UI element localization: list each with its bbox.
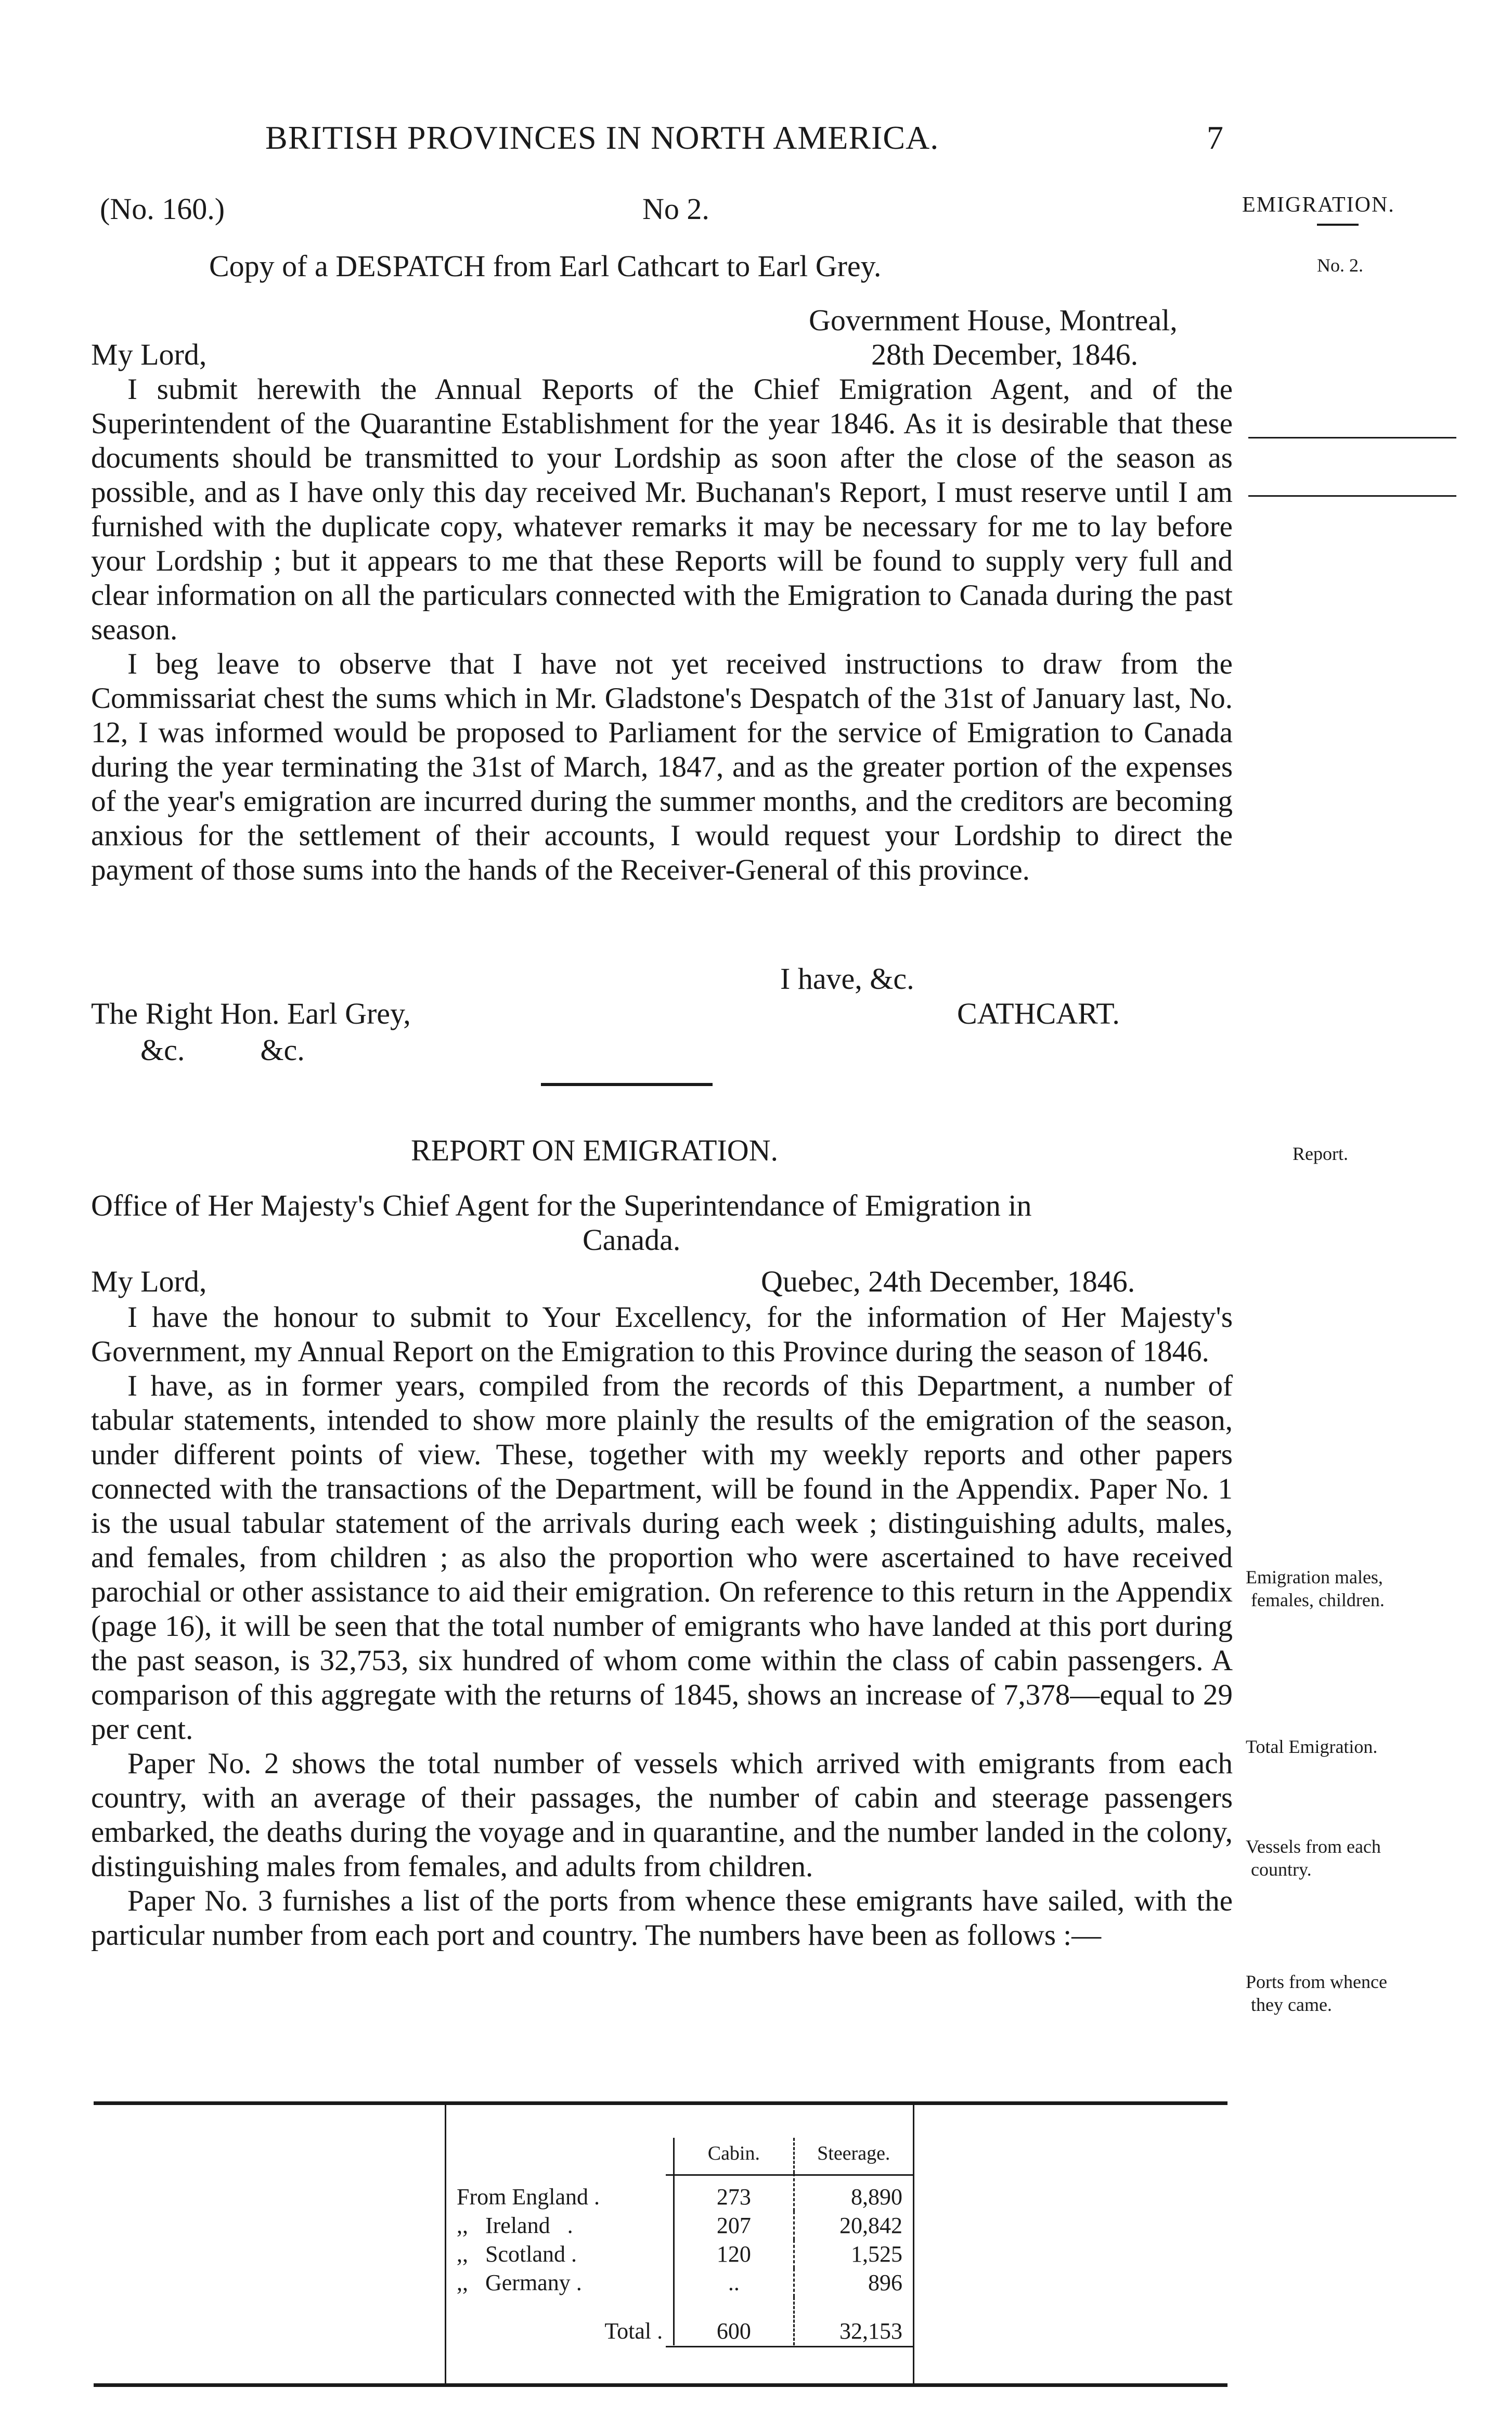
despatch-paragraph-2: I beg leave to observe that I have not yet received instructions to draw from the Commissariat chest the sums which in Mr. Gladstone's Despatch of the 31st of January last, No. 12, I was informed would be proposed to Parliament for the service of Emigration to Canada during the year terminating the 31st of March, 1847, and as the greater portion of the expenses of the year's emigration are incurred during the summer months, and the creditors are becoming anxious for the settlement of their accounts, I would request your Lordship to direct the payment of those sums into the hands of the Receiver-General of this province. [91, 648, 1233, 886]
margin-vessels-line-2: country. [1251, 1859, 1312, 1880]
table-total-label: Total . [446, 2297, 674, 2345]
report-office-line-2: Canada. [583, 1223, 681, 1257]
despatch-date: 28th December, 1846. [871, 338, 1139, 371]
table-header-row [446, 2138, 913, 2173]
table-row [446, 2211, 913, 2240]
margin-vessels [1246, 1835, 1464, 1881]
table-cell-steerage: 1,525 [851, 2241, 902, 2267]
margin-emigration: EMIGRATION. [1242, 193, 1395, 217]
table-cell-cabin: .. [674, 2268, 794, 2297]
report-title: REPORT ON EMIGRATION. [411, 1133, 778, 1167]
margin-emigration-males [1246, 1566, 1464, 1611]
table-cell-cabin: 120 [674, 2240, 794, 2268]
margin-separator-rule [1248, 437, 1456, 438]
report-office-line: Office of Her Majesty's Chief Agent for the Superintendance of Emigration in [91, 1189, 1032, 1222]
margin-ports-line-1: Ports from whence [1246, 1971, 1387, 1992]
table-header-cabin: Cabin. [674, 2138, 794, 2173]
table-total-row [446, 2297, 913, 2345]
addressee-etc: &c. &c. [140, 1033, 305, 1067]
table-total-steerage: 32,153 [839, 2318, 902, 2344]
report-paragraph-1: I have the honour to submit to Your Excellency, for the information of Her Majesty's Government, my Annual Report on the Emigration to this Province during the season of 1846. [91, 1301, 1233, 1368]
table-row [446, 2268, 913, 2297]
report-paragraph-3: Paper No. 2 shows the total number of vessels which arrived with emigrants from each country, with an average of their passages, the number of cabin and steerage passengers embarked, the deaths during the voyage and in quarantine, and the number landed in the colony, distinguishing males from females, and adults from children. [91, 1747, 1233, 1883]
report-paragraph-4: Paper No. 3 furnishes a list of the ports from whence these emigrants have sailed, with the particular number from each port and country. The numbers have been as follows :— [91, 1884, 1233, 1952]
table-bottom-rule [94, 2383, 1227, 2387]
running-head-title: BRITISH PROVINCES IN NORTH AMERICA. [265, 119, 939, 156]
despatch-sequence: No 2. [642, 192, 709, 226]
table-row [446, 2240, 913, 2268]
table-row-label: ,, Germany . [446, 2268, 674, 2297]
despatch-place: Government House, Montreal, [809, 303, 1178, 337]
table-row [446, 2173, 913, 2211]
margin-emigration-no: No. 2. [1317, 255, 1363, 276]
addressee: The Right Hon. Earl Grey, [91, 997, 411, 1030]
despatch-body [91, 372, 1233, 887]
table-total-overline [666, 2346, 913, 2347]
section-divider [541, 1083, 713, 1086]
table-right-border [913, 2105, 914, 2383]
page-number: 7 [1207, 119, 1224, 156]
table-row-label: ,, Scotland . [446, 2240, 674, 2268]
closing-line: I have, &c. [780, 962, 914, 996]
table-row-label: From England . [446, 2173, 674, 2211]
table-cell-steerage: 8,890 [851, 2184, 902, 2210]
margin-separator-rule [1248, 495, 1456, 497]
margin-report: Report. [1293, 1143, 1348, 1164]
report-paragraph-2: I have, as in former years, compiled from the records of this Department, a number of tabular statements, intended to show more plainly the results of the emigration of the season, under different points of view. These, together with my weekly reports and other papers connected with the transactions of the Department, will be found in the Appendix. Paper No. 1 is the usual tabular statement of the arrivals during each week ; distinguishing adults, males, and females, from children ; as also the proportion who were ascertained to have received parochial or other assistance to aid their emigration. On reference to this return in the Appendix (page 16), it will be seen that the total number of emigrants who have landed at this port during the past season, is 32,753, six hundred of whom come within the class of cabin passengers. A comparison of this aggregate with the returns of 1845, shows an increase of 7,378—equal to 29 per cent. [91, 1370, 1233, 1746]
margin-ports-line-2: they came. [1251, 1994, 1332, 2015]
table-cell-cabin: 273 [674, 2173, 794, 2211]
margin-total-emigration: Total Emigration. [1246, 1736, 1378, 1757]
margin-emigration-males-line-2: females, children. [1251, 1590, 1385, 1610]
emigration-table [446, 2138, 913, 2345]
despatch-paragraph-1: I submit herewith the Annual Reports of the Chief Emigration Agent, and of the Superintendent of the Quarantine Establishment for the year 1846. As it is desirable that these documents should be transmitted to your Lordship as soon after the close of the season as possible, and as I have only this day received Mr. Buchanan's Report, I must reserve until I am furnished with the duplicate copy, whatever remarks it may be necessary for me to lay before your Lordship ; but it appears to me that these Reports will be found to supply very full and clear information on all the particulars connected with the Emigration to Canada during the past season. [91, 373, 1233, 646]
report-salutation: My Lord, [91, 1264, 207, 1298]
table-total-cabin: 600 [674, 2297, 794, 2345]
table-header-steerage: Steerage. [817, 2142, 890, 2164]
table-cell-steerage: 20,842 [839, 2213, 902, 2238]
table-header-underline [666, 2174, 913, 2176]
document-number: (No. 160.) [100, 192, 225, 226]
report-body [91, 1300, 1233, 1953]
table-top-rule [94, 2101, 1227, 2105]
signature: CATHCART. [957, 997, 1120, 1030]
table-header-blank [446, 2138, 674, 2173]
despatch-heading: Copy of a DESPATCH from Earl Cathcart to Earl Grey. [209, 249, 882, 283]
table-cell-steerage: 896 [868, 2270, 902, 2295]
margin-rule [1317, 224, 1359, 226]
despatch-salutation: My Lord, [91, 338, 207, 371]
report-date: Quebec, 24th December, 1846. [761, 1264, 1135, 1298]
margin-ports [1246, 1970, 1464, 2016]
table-cell-cabin: 207 [674, 2211, 794, 2240]
margin-vessels-line-1: Vessels from each [1246, 1836, 1381, 1857]
margin-emigration-males-line-1: Emigration males, [1246, 1567, 1383, 1587]
table-row-label: ,, Ireland . [446, 2211, 674, 2240]
